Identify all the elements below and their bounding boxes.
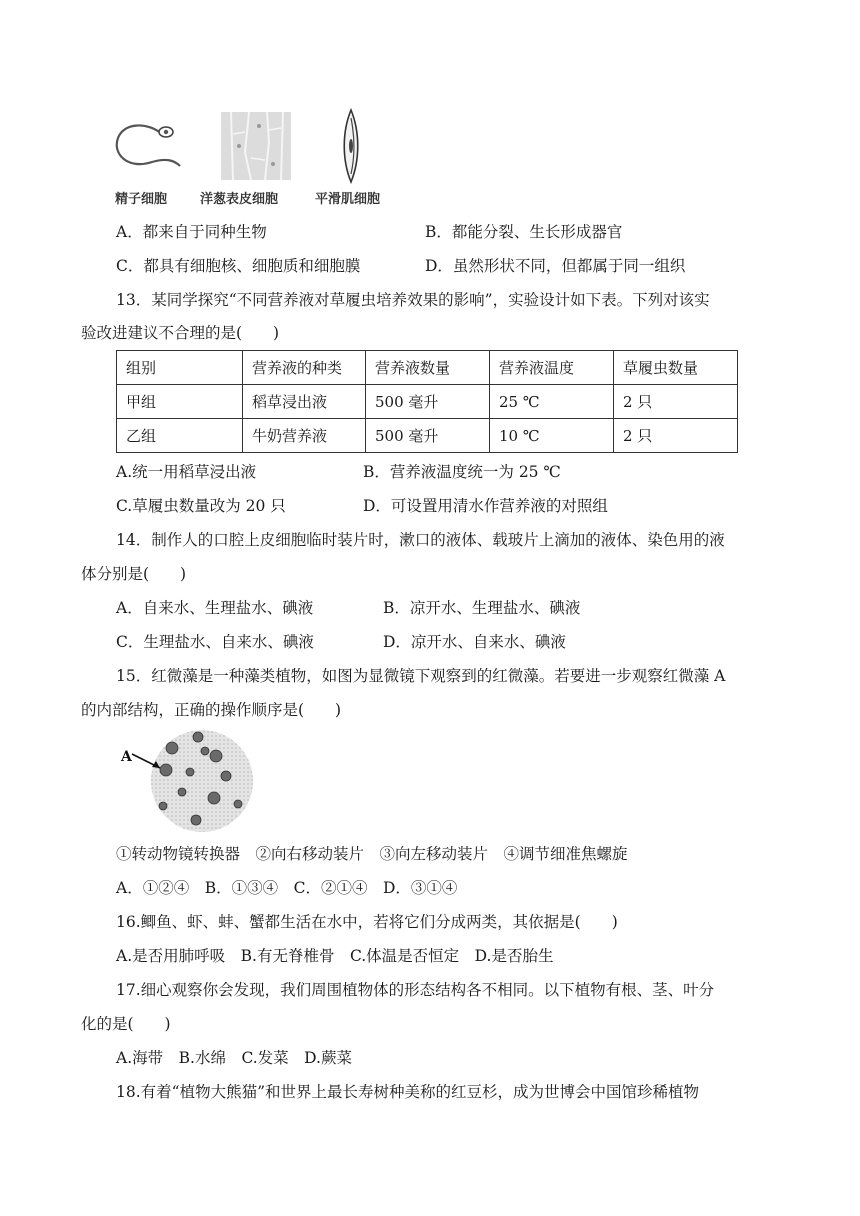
- micrograph-label: A: [121, 749, 132, 765]
- figure-caption-muscle: 平滑肌细胞: [315, 192, 381, 207]
- q12-option-a: A．都来自于同种生物: [116, 223, 267, 241]
- table-header-cell: 营养液温度: [490, 351, 614, 385]
- q14-option-a: A．自来水、生理盐水、碘液: [116, 599, 314, 617]
- q15-stem-line1: 15．红微藻是一种藻类植物，如图为显微镜下观察到的红微藻。若要进一步观察红微藻 A: [116, 667, 726, 685]
- table-cell: 牛奶营养液: [243, 419, 366, 453]
- table-header-cell: 营养液的种类: [243, 351, 366, 385]
- q14-option-b: B．凉开水、生理盐水、碘液: [383, 599, 581, 617]
- table-row: [117, 385, 738, 419]
- q15-stem-line2: 的内部结构，正确的操作顺序是( ): [81, 701, 342, 719]
- q18-stem-line1: 18.有着“植物大熊猫”和世界上最长寿树种美称的红豆杉，成为世博会中国馆珍稀植物: [116, 1083, 700, 1101]
- table-cell: 甲组: [117, 385, 243, 419]
- figure-caption-onion: 洋葱表皮细胞: [200, 192, 279, 207]
- q12-option-c: C．都具有细胞核、细胞质和细胞膜: [116, 257, 361, 275]
- q14-option-c: C．生理盐水、自来水、碘液: [116, 633, 314, 651]
- q13-stem-line1: 13．某同学探究“不同营养液对草履虫培养效果的影响”，实验设计如下表。下列对该实: [116, 291, 710, 309]
- q13-option-c: C.草履虫数量改为 20 只: [116, 497, 286, 515]
- table-header-cell: 草履虫数量: [614, 351, 738, 385]
- q13-stem-line2: 验改进建议不合理的是( ): [81, 324, 280, 342]
- table-cell: 2 只: [614, 419, 738, 453]
- q17-stem-line2: 化的是( ): [81, 1015, 171, 1033]
- table-row: [117, 419, 738, 453]
- q17-stem-line1: 17.细心观察你会发现，我们周围植物体的形态结构各不相同。以下植物有根、茎、叶分: [116, 981, 715, 999]
- q15-options: A．①②④ B．①③④ C．②①④ D．③①④: [116, 879, 458, 897]
- table-cell: 500 毫升: [366, 419, 490, 453]
- q13-option-b: B．营养液温度统一为 25 ℃: [363, 463, 561, 481]
- table-cell: 2 只: [614, 385, 738, 419]
- table-cell: 乙组: [117, 419, 243, 453]
- q13-option-d: D．可设置用清水作营养液的对照组: [363, 497, 608, 515]
- q13-experiment-table: [116, 350, 738, 453]
- table-cell: 25 ℃: [490, 385, 614, 419]
- smooth-muscle-cell-figure: [336, 108, 366, 184]
- table-cell: 10 ℃: [490, 419, 614, 453]
- q14-stem-line2: 体分别是( ): [81, 565, 187, 583]
- onion-epidermis-figure: [221, 112, 291, 180]
- q12-option-b: B．都能分裂、生长形成器官: [425, 223, 623, 241]
- q16-stem: 16.鲫鱼、虾、蚌、蟹都生活在水中，若将它们分成两类，其依据是( ): [116, 913, 618, 931]
- q12-option-d: D．虽然形状不同，但都属于同一组织: [425, 257, 686, 275]
- table-header-cell: 组别: [117, 351, 243, 385]
- q15-steps: ①转动物镜转换器 ②向右移动装片 ③向左移动装片 ④调节细准焦螺旋: [116, 845, 628, 863]
- table-header-row: [117, 351, 738, 385]
- table-header-cell: 营养液数量: [366, 351, 490, 385]
- table-cell: 稻草浸出液: [243, 385, 366, 419]
- figure-caption-sperm: 精子细胞: [115, 192, 168, 207]
- q17-options: A.海带 B.水绵 C.发菜 D.蕨菜: [116, 1049, 352, 1067]
- q16-options: A.是否用肺呼吸 B.有无脊椎骨 C.体温是否恒定 D.是否胎生: [116, 947, 554, 965]
- red-microalgae-micrograph: [130, 726, 256, 836]
- q14-stem-line1: 14．制作人的口腔上皮细胞临时装片时，漱口的液体、载玻片上滴加的液体、染色用的液: [116, 531, 725, 549]
- q14-option-d: D．凉开水、自来水、碘液: [383, 633, 566, 651]
- table-cell: 500 毫升: [366, 385, 490, 419]
- q13-option-a: A.统一用稻草浸出液: [116, 463, 257, 481]
- sperm-cell-figure: [108, 118, 188, 178]
